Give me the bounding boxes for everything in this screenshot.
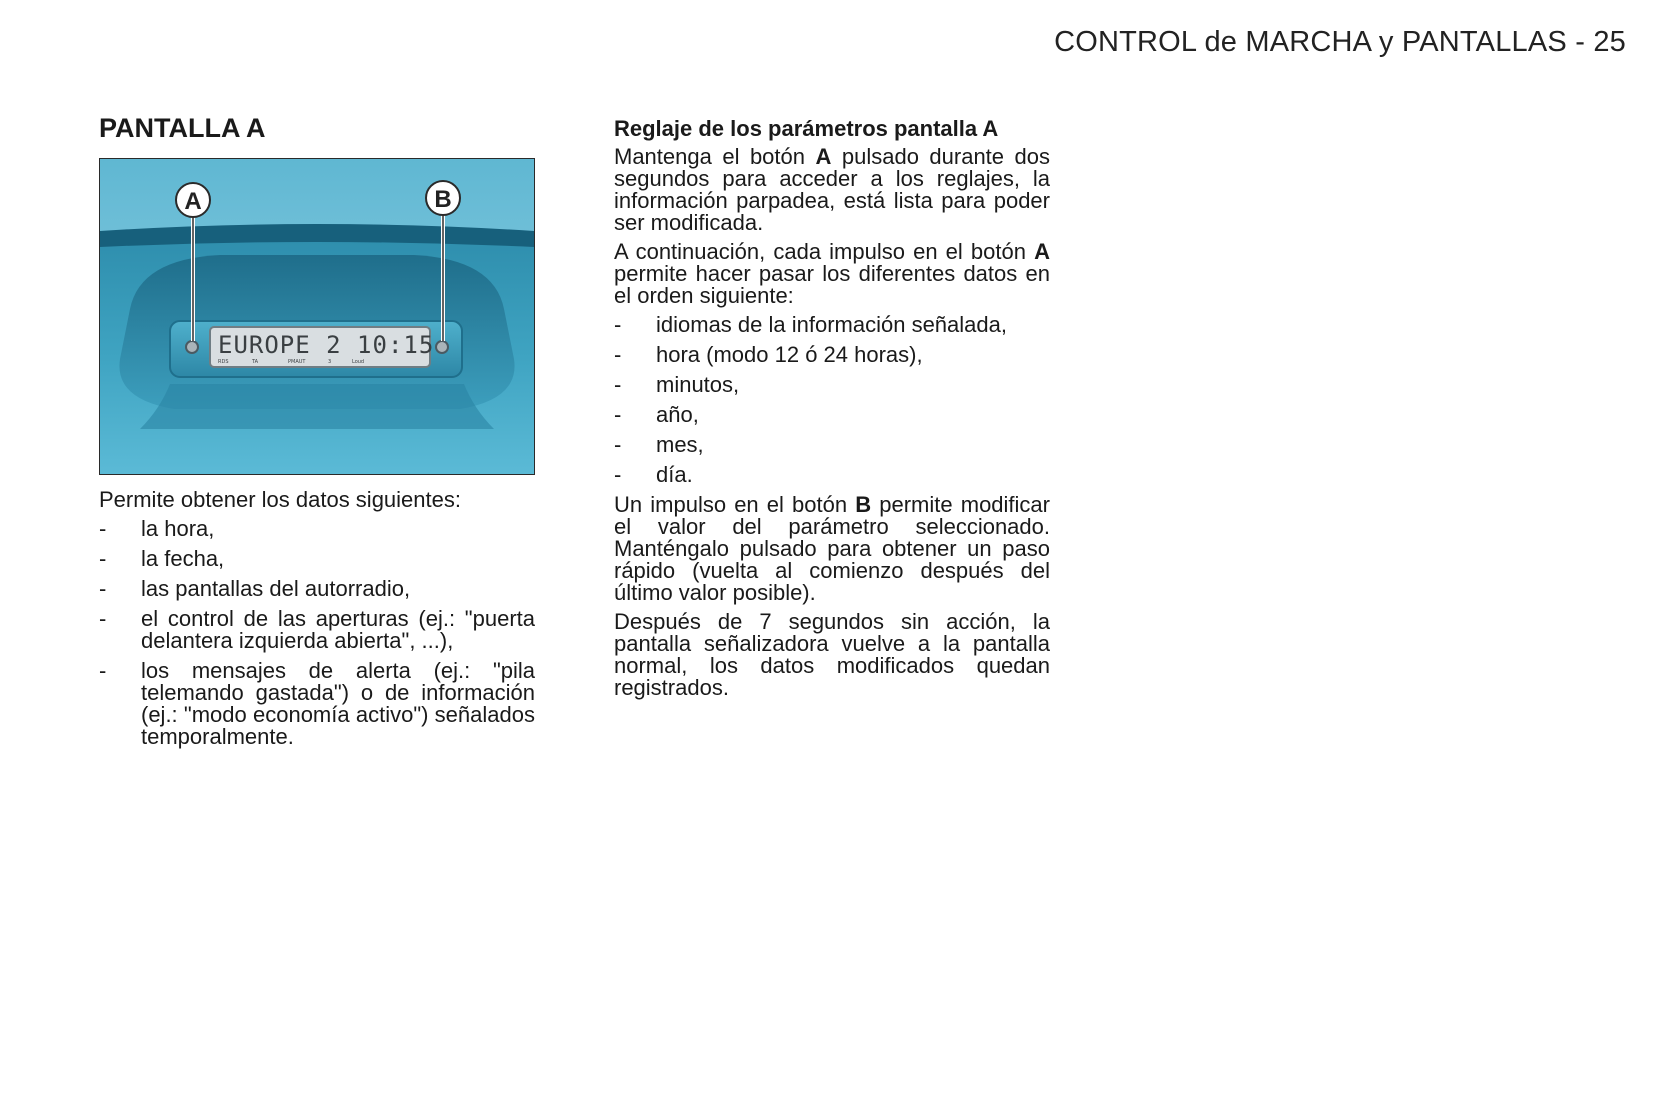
list-item: - año, (614, 404, 1050, 426)
display-indicator-loud: Loud (352, 359, 365, 365)
display-indicator-pmaut: PMAUT (288, 359, 306, 365)
page-header: CONTROL de MARCHA y PANTALLAS - 25 (1054, 26, 1626, 58)
display-indicator-3: 3 (328, 359, 332, 365)
display-indicator-rds: RDS (218, 359, 229, 365)
dashboard-display-figure (100, 159, 534, 474)
list-item: - la hora, (99, 518, 535, 540)
callout-a-label: A (184, 188, 202, 215)
list-item: - los mensajes de alerta (ej.: "pila telemando gastada") o de información (ej.: "modo economía activo") señalados temporalmente. (99, 660, 535, 748)
list-item: - el control de las aperturas (ej.: "puerta delantera izquierda abierta", ...), (99, 608, 535, 652)
list-item: - minutos, (614, 374, 1050, 396)
list-item: - la fecha, (99, 548, 535, 570)
left-column (99, 112, 535, 756)
display-illustration (99, 158, 535, 475)
display-indicator-ta: TA (252, 359, 259, 365)
list-item: - hora (modo 12 ó 24 horas), (614, 344, 1050, 366)
list-item: - día. (614, 464, 1050, 486)
list-item: - las pantallas del autorradio, (99, 578, 535, 600)
button-a-ref: A (815, 144, 832, 169)
intro-text: Permite obtener los datos siguientes: (99, 487, 461, 512)
settings-title: Reglaje de los parámetros pantalla A (614, 116, 999, 141)
section-title: PANTALLA A (99, 113, 266, 143)
callout-b-label: B (434, 186, 452, 213)
button-b-dot (436, 341, 448, 353)
paragraph-3: Un impulso en el botón B permite modificar el valor del parámetro seleccionado. Manténgalo pulsado para obtener un paso rápido (vuelta al comienzo después del último valor posible). (614, 492, 1050, 605)
display-text: EUROPE 2 10:15 (218, 331, 435, 359)
data-list (99, 518, 535, 748)
settings-order-list (614, 314, 1050, 486)
list-item: - idiomas de la información señalada, (614, 314, 1050, 336)
paragraph-1: Mantenga el botón A pulsado durante dos segundos para acceder a los reglajes, la información parpadea, está lista para poder ser modificada. (614, 144, 1050, 235)
paragraph-4: Después de 7 segundos sin acción, la pantalla señalizadora vuelve a la pantalla normal, los datos modificados quedan registrados. (614, 609, 1050, 700)
paragraph-2: A continuación, cada impulso en el botón A permite hacer pasar los diferentes datos en el orden siguiente: (614, 239, 1050, 308)
right-column (614, 112, 1050, 706)
list-item: - mes, (614, 434, 1050, 456)
button-a-ref: A (1034, 239, 1050, 264)
button-b-ref: B (855, 492, 872, 517)
button-a-dot (186, 341, 198, 353)
